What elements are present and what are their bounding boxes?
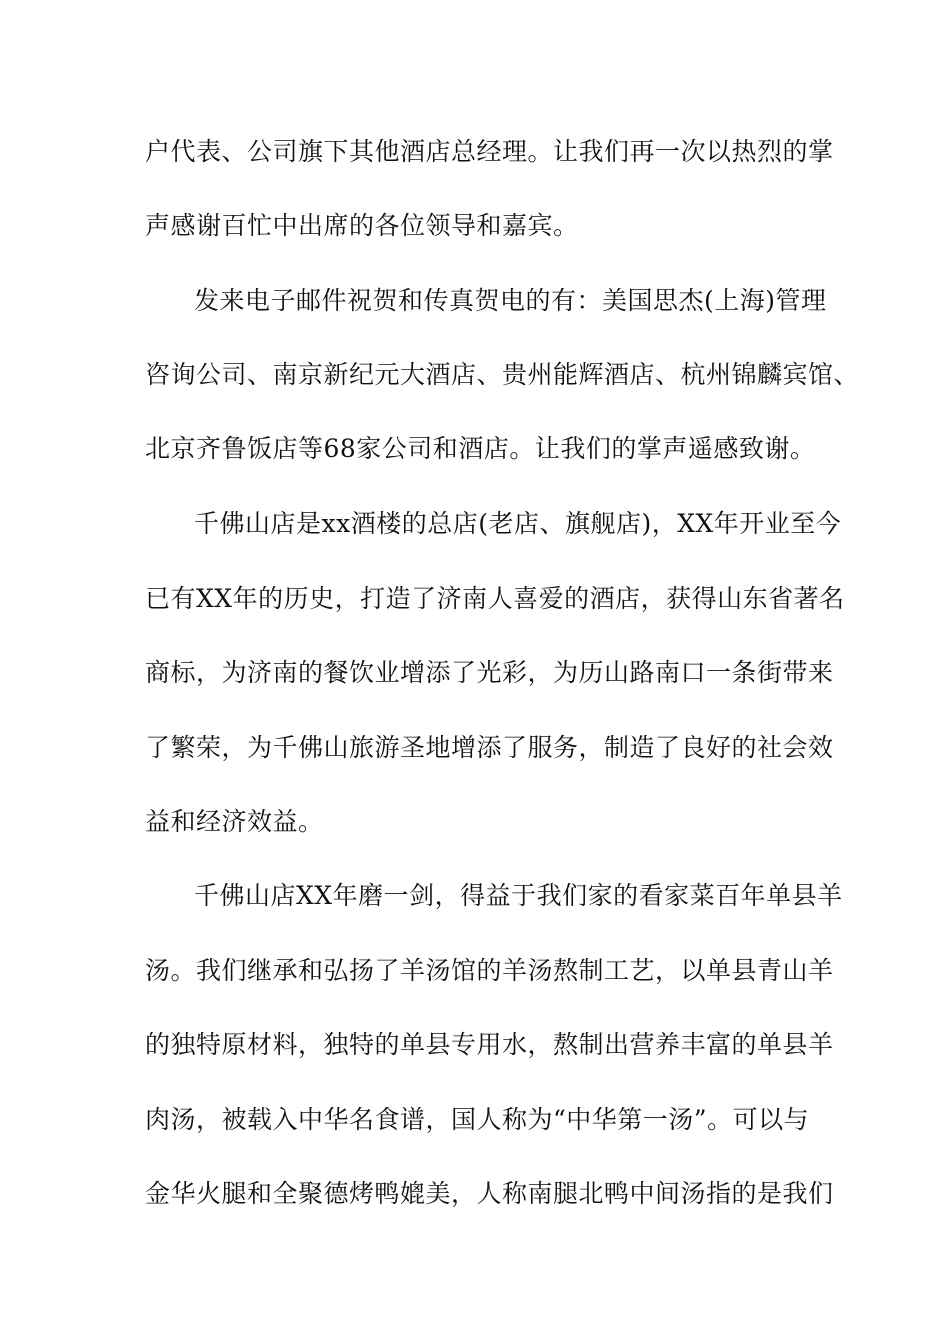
text-line: 益和经济效益。	[145, 807, 324, 836]
paragraph-start-line: 千佛山店XX年磨一剑，得益于我们家的看家菜百年单县羊	[194, 881, 843, 910]
text-line: 声感谢百忙中出席的各位领导和嘉宾。	[145, 211, 579, 240]
text-line: 北京齐鲁饭店等68家公司和酒店。让我们的掌声遥感致谢。	[145, 434, 816, 463]
paragraph-start-line: 千佛山店是xx酒楼的总店(老店、旗舰店)，XX年开业至今	[194, 509, 842, 538]
text-line: 商标，为济南的餐饮业增添了光彩，为历山路南口一条街带来	[145, 658, 834, 687]
text-line: 汤。我们继承和弘扬了羊汤馆的羊汤熬制工艺，以单县青山羊	[145, 956, 834, 985]
text-line: 金华火腿和全聚德烤鸭媲美，人称南腿北鸭中间汤指的是我们	[145, 1179, 834, 1208]
text-line: 了繁荣，为千佛山旅游圣地增添了服务，制造了良好的社会效	[145, 733, 834, 762]
paragraph-start-line: 发来电子邮件祝贺和传真贺电的有：美国思杰(上海)管理	[194, 286, 827, 315]
text-line: 的独特原材料，独特的单县专用水，熬制出营养丰富的单县羊	[145, 1030, 834, 1059]
text-line: 肉汤，被载入中华名食谱，国人称为“中华第一汤”。可以与	[145, 1105, 810, 1134]
text-line: 户代表、公司旗下其他酒店总经理。让我们再一次以热烈的掌	[145, 137, 834, 166]
text-line: 已有XX年的历史，打造了济南人喜爱的酒店，获得山东省著名	[145, 584, 845, 613]
text-line: 咨询公司、南京新纪元大酒店、贵州能辉酒店、杭州锦麟宾馆、	[145, 360, 860, 389]
